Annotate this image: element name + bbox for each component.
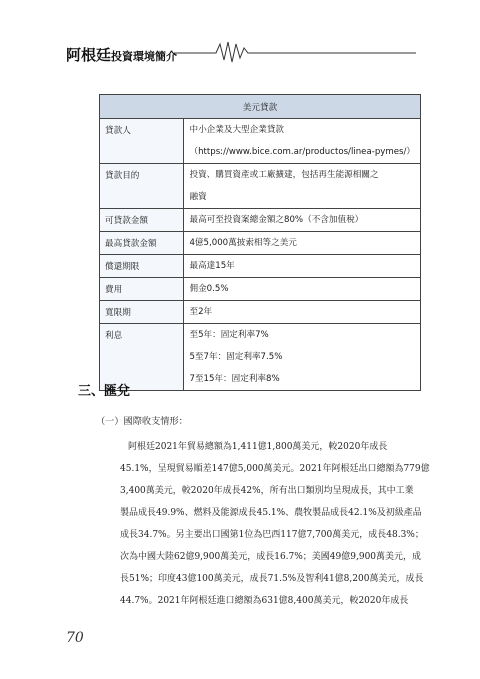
row-value-line: 佣金0.5% — [189, 284, 229, 294]
row-value-line: 最高達15年 — [189, 261, 235, 271]
row-value-line: 最高可至投資案總金額之80%（不含加值稅） — [189, 215, 364, 225]
row-value-line: 至2年 — [189, 307, 213, 317]
row-label: 可貸款金額 — [100, 209, 184, 232]
paragraph-line: 45.1%，呈現貿易順差147億5,000萬美元。2021年阿根廷出口總額為779億 — [120, 464, 430, 474]
table-row — [100, 164, 421, 209]
row-value — [184, 232, 421, 255]
row-value-line: 7至15年：固定利率8% — [189, 374, 280, 384]
row-value-line: 中小企業及大型企業貸款 — [189, 125, 285, 135]
subsection-title: （一）國際收支情形： — [96, 416, 188, 427]
row-value-line: （https://www.bice.com.ar/productos/linea-pymes/） — [189, 147, 415, 157]
table-header-row — [100, 95, 421, 119]
paragraph-line: 成長34.7%。另主要出口國第1位為巴西117億7,700萬美元，成長48.3%； — [120, 530, 424, 540]
row-value — [184, 164, 421, 209]
table-row — [100, 324, 421, 391]
table-row — [100, 255, 421, 278]
table-row — [100, 278, 421, 301]
header-title-sub: 投資環境簡介 — [111, 50, 178, 63]
table-row — [100, 209, 421, 232]
paragraph-line: 44.7%。2021年阿根廷進口總額為631億8,400萬美元，較2020年成長 — [120, 596, 409, 606]
row-value — [184, 119, 421, 164]
paragraph-line: 次為中國大陸62億9,900萬美元，成長16.7%；美國49億9,900萬美元，成 — [120, 552, 422, 562]
row-label: 貸款目的 — [100, 164, 184, 209]
row-value — [184, 209, 421, 232]
row-value-line: 4億5,000萬披索相等之美元 — [189, 238, 297, 248]
table-row — [100, 119, 421, 164]
row-label: 費用 — [100, 278, 184, 301]
row-value-line: 投資、購買資產或工廠擴建，包括再生能源相關之 — [189, 170, 379, 180]
row-label: 最高貸款金額 — [100, 232, 184, 255]
paragraph-line: 長51%；印度43億100萬美元，成長71.5%及智利41億8,200萬美元，成長 — [120, 574, 424, 584]
row-value — [184, 255, 421, 278]
row-label: 償還期限 — [100, 255, 184, 278]
paragraph-line: 製品成長49.9%、燃料及能源成長45.1%、農牧製品成長42.1%及初級產品 — [120, 508, 422, 518]
page-number: 70 — [66, 630, 84, 646]
row-value-line: 融資 — [189, 192, 207, 202]
row-value — [184, 301, 421, 324]
table-row — [100, 232, 421, 255]
row-value-line: 5至7年：固定利率7.5% — [189, 352, 283, 362]
usd-loan-table — [99, 94, 421, 391]
running-header — [66, 36, 416, 66]
body-paragraph — [120, 436, 430, 612]
header-title-main: 阿根廷 — [66, 46, 112, 64]
table-heading: 美元貸款 — [100, 95, 421, 119]
row-value-line: 至5年：固定利率7% — [189, 330, 269, 340]
row-value — [184, 278, 421, 301]
row-label: 利息 — [100, 324, 184, 391]
header-title — [66, 44, 177, 65]
row-label: 貸款人 — [100, 119, 184, 164]
paragraph-line: 阿根廷2021年貿易總額為1,411億1,800萬美元，較2020年成長 — [128, 442, 388, 452]
paragraph-line: 3,400萬美元，較2020年成長42%，所有出口類別均呈現成長，其中工業 — [120, 486, 414, 496]
row-value — [184, 324, 421, 391]
row-label: 寬限期 — [100, 301, 184, 324]
section-title: 三、匯兌 — [78, 384, 131, 399]
table-row — [100, 301, 421, 324]
